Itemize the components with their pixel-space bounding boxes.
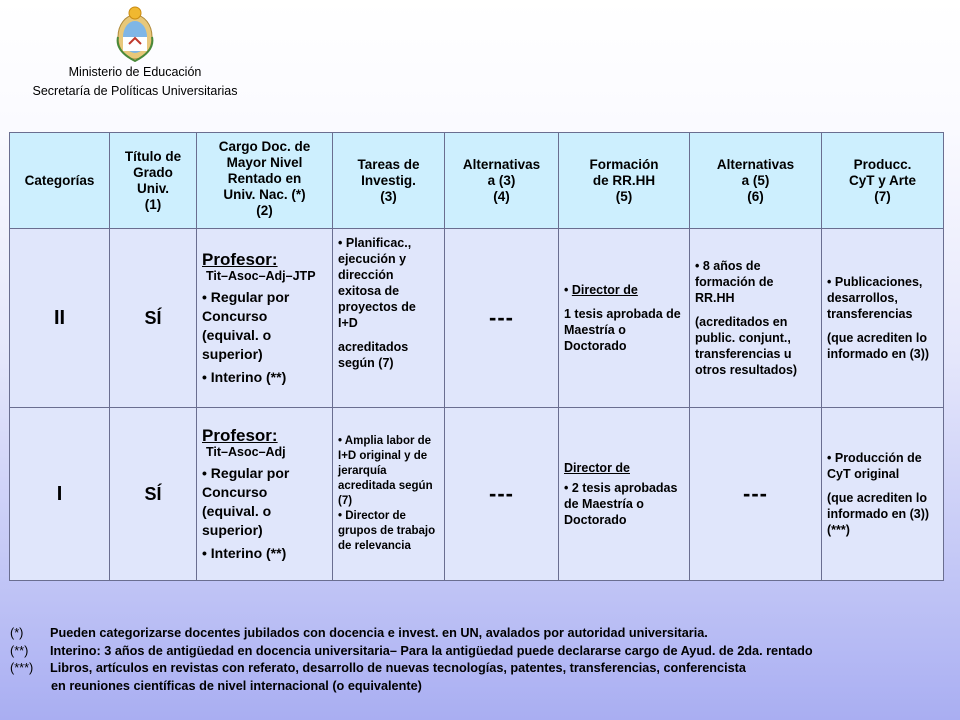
alternativas-5-bullet: • 8 años de formación de RR.HH <box>695 259 774 305</box>
table-row-category-i <box>10 408 944 581</box>
table-row-category-ii <box>10 229 944 408</box>
alternativas-3-cell: --- <box>445 229 559 408</box>
footnote-3: (***) Libros, artículos en revistas con referato, desarrollo de nuevas tecnologías, patentes, transferencias, conferencista <box>10 661 746 675</box>
footnote-2: (**) Interino: 3 años de antigüedad en docencia universitaria– Para la antigüedad puede declararse cargo de Ayud. de 2da. rentado <box>10 643 813 658</box>
cargo-bullet: • Regular por Concurso (equival. o superior) <box>202 464 290 538</box>
tareas-cell <box>333 229 445 408</box>
header-alternativas-3: Alternativas a (3) (4) <box>445 133 559 229</box>
footnote-3-continuation: en reuniones científicas de nivel internacional (o equivalente) <box>51 678 422 693</box>
titulo-cell: SÍ <box>110 229 197 408</box>
national-emblem-icon <box>115 4 155 62</box>
tareas-extra: acreditados según (7) <box>338 340 409 370</box>
cargo-title: Profesor <box>202 249 272 269</box>
header-titulo: Título de Grado Univ. (1) <box>110 133 197 229</box>
produccion-cell <box>822 408 944 581</box>
cargo-cell: Profesor: Tit–Asoc–Adj–JTP • Regular por Concurso (equival. o superior) • Interino (**) <box>197 229 333 408</box>
cargo-title: Profesor <box>202 425 272 445</box>
cargo-bullet: • Interino (**) <box>202 544 287 561</box>
produccion-bullet: • Producción de CyT original <box>827 451 922 481</box>
alternativas-3-cell: --- <box>445 408 559 581</box>
secretariat-name: Secretaría de Políticas Universitarias <box>32 84 238 98</box>
formacion-cell <box>559 408 690 581</box>
produccion-extra: (que acrediten lo informado en (3)) <box>827 331 930 361</box>
tareas-bullet: • Director de grupos de trabajo de relevancia <box>338 510 436 552</box>
table-header-row <box>10 133 944 229</box>
alternativas-5-extra: (acreditados en public. conjunt., transferencias u otros resultados) <box>695 315 798 377</box>
formacion-bullet: • Director de <box>564 283 638 297</box>
cargo-sub: Tit–Asoc–Adj <box>206 444 286 459</box>
formacion-extra: 1 tesis aprobada de Maestría o Doctorado <box>564 307 681 353</box>
formacion-bullet: • 2 tesis aprobadas de Maestría o Doctorado <box>564 481 678 527</box>
produccion-cell <box>822 229 944 408</box>
tareas-bullet: • Amplia labor de I+D original y de jerarquía acreditada según (7) <box>338 435 433 507</box>
tareas-cell <box>333 408 445 581</box>
footnotes <box>10 625 955 695</box>
cargo-cell: Profesor: Tit–Asoc–Adj • Regular por Concurso (equival. o superior) • Interino (**) <box>197 408 333 581</box>
category-cell: I <box>10 408 110 581</box>
alternativas-5-cell: --- <box>690 408 822 581</box>
alternativas-5-cell <box>690 229 822 408</box>
header <box>10 0 260 100</box>
cargo-bullet: • Interino (**) <box>202 368 287 385</box>
formacion-cell <box>559 229 690 408</box>
category-cell: II <box>10 229 110 408</box>
titulo-cell: SÍ <box>110 408 197 581</box>
ministry-name: Ministerio de Educación <box>68 65 202 79</box>
produccion-extra: (que acrediten lo informado en (3)) (***) <box>827 491 930 537</box>
header-produccion: Producc. CyT y Arte (7) <box>822 133 944 229</box>
categories-table <box>9 132 943 581</box>
produccion-bullet: • Publicaciones, desarrollos, transferencias <box>827 275 923 321</box>
header-categorias: Categorías <box>10 133 110 229</box>
tareas-bullet: • Planificac., ejecución y dirección exitosa de proyectos de I+D <box>338 236 416 330</box>
formacion-lead: Director de <box>564 461 630 475</box>
cargo-sub: Tit–Asoc–Adj–JTP <box>206 268 316 283</box>
header-alternativas-5: Alternativas a (5) (6) <box>690 133 822 229</box>
header-formacion: Formación de RR.HH (5) <box>559 133 690 229</box>
footnote-1: (*) Pueden categorizarse docentes jubilados con docencia e invest. en UN, avalados por autoridad universitaria. <box>10 626 708 640</box>
header-tareas: Tareas de Investig. (3) <box>333 133 445 229</box>
header-cargo: Cargo Doc. de Mayor Nivel Rentado en Univ. Nac. (*) (2) <box>197 133 333 229</box>
cargo-bullet: • Regular por Concurso (equival. o superior) <box>202 288 290 362</box>
